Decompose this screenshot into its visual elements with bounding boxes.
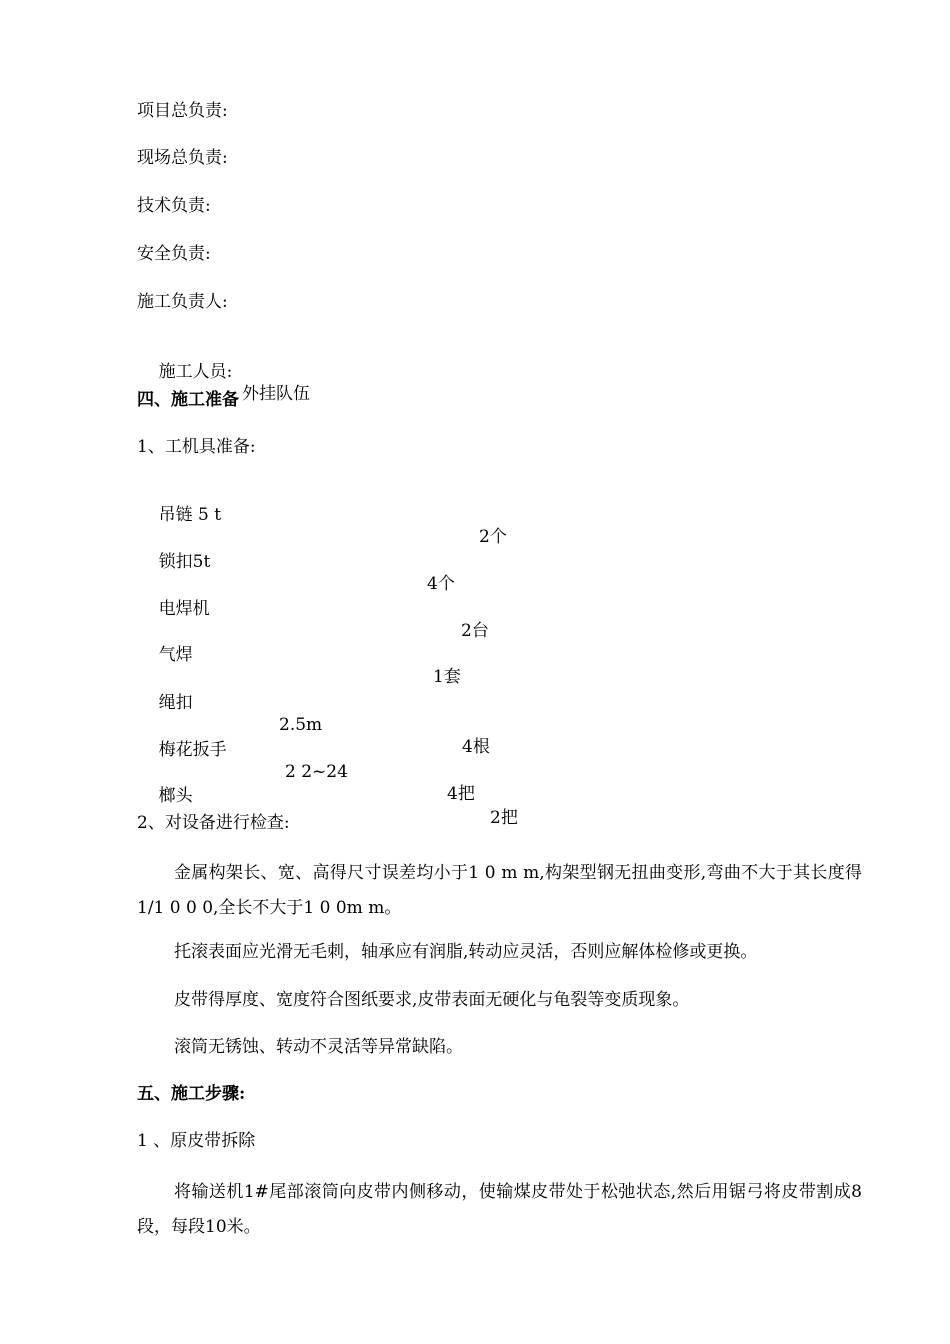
project-lead-label: 项目总负责: [137,101,228,121]
tool-spec: 2 2~24 [285,762,348,782]
tools-title: 1、工机具准备: [137,437,256,457]
tool-qty: 1套 [433,667,461,687]
workers-label: 施工人员: [158,362,233,382]
check-item: 托滚表面应光滑无毛刺，轴承应有润脂,转动应灵活，否则应解体检修或更换。 [174,942,758,962]
check-item: 皮带得厚度、宽度符合图纸要求,皮带表面无硬化与龟裂等变质现象。 [174,990,690,1010]
tool-qty: 4把 [447,784,475,804]
section5-heading: 五、施工步骤: [137,1084,246,1104]
check-item: 滚筒无锈蚀、转动不灵活等异常缺陷。 [174,1037,463,1057]
tool-qty: 4个 [427,574,455,594]
step1-text: 将输送机1#尾部滚筒向皮带内侧移动，使输煤皮带处于松弛状态,然后用锯弓将皮带割成8段，每段10米。 [137,1182,862,1237]
tool-name: 电焊机 [158,599,210,619]
check-item: 金属构架长、宽、高得尺寸误差均小于1 0 m m,构架型钢无扭曲变形,弯曲不大于其长度得1/1 0 0 0,全长不大于1 0 0m m。 [137,863,862,918]
tool-name: 梅花扳手 [158,740,227,760]
tool-name: 榔头 [158,786,193,806]
tool-name: 锁扣5t [158,552,211,572]
tool-qty: 4根 [462,737,490,757]
tech-lead-label: 技术负责: [137,196,211,216]
construction-lead-label: 施工负责人: [137,292,228,312]
workers-row [137,339,310,427]
tool-spec: 2.5m [279,715,323,735]
tool-name: 绳扣 [158,693,193,713]
workers-value: 外挂队伍 [242,384,310,404]
check-title: 2、对设备进行检查: [137,813,290,833]
site-lead-label: 现场总负责: [137,148,228,168]
safety-lead-label: 安全负责: [137,244,211,264]
tool-qty: 2把 [490,808,518,828]
tool-qty: 2个 [479,527,507,547]
tool-name: 吊链 5 t [158,505,222,525]
tool-row [137,763,837,851]
section4-heading: 四、施工准备 [137,390,239,410]
tool-qty: 2台 [461,621,489,641]
step1-title: 1 、原皮带拆除 [137,1131,256,1151]
tool-name: 气焊 [158,645,193,665]
